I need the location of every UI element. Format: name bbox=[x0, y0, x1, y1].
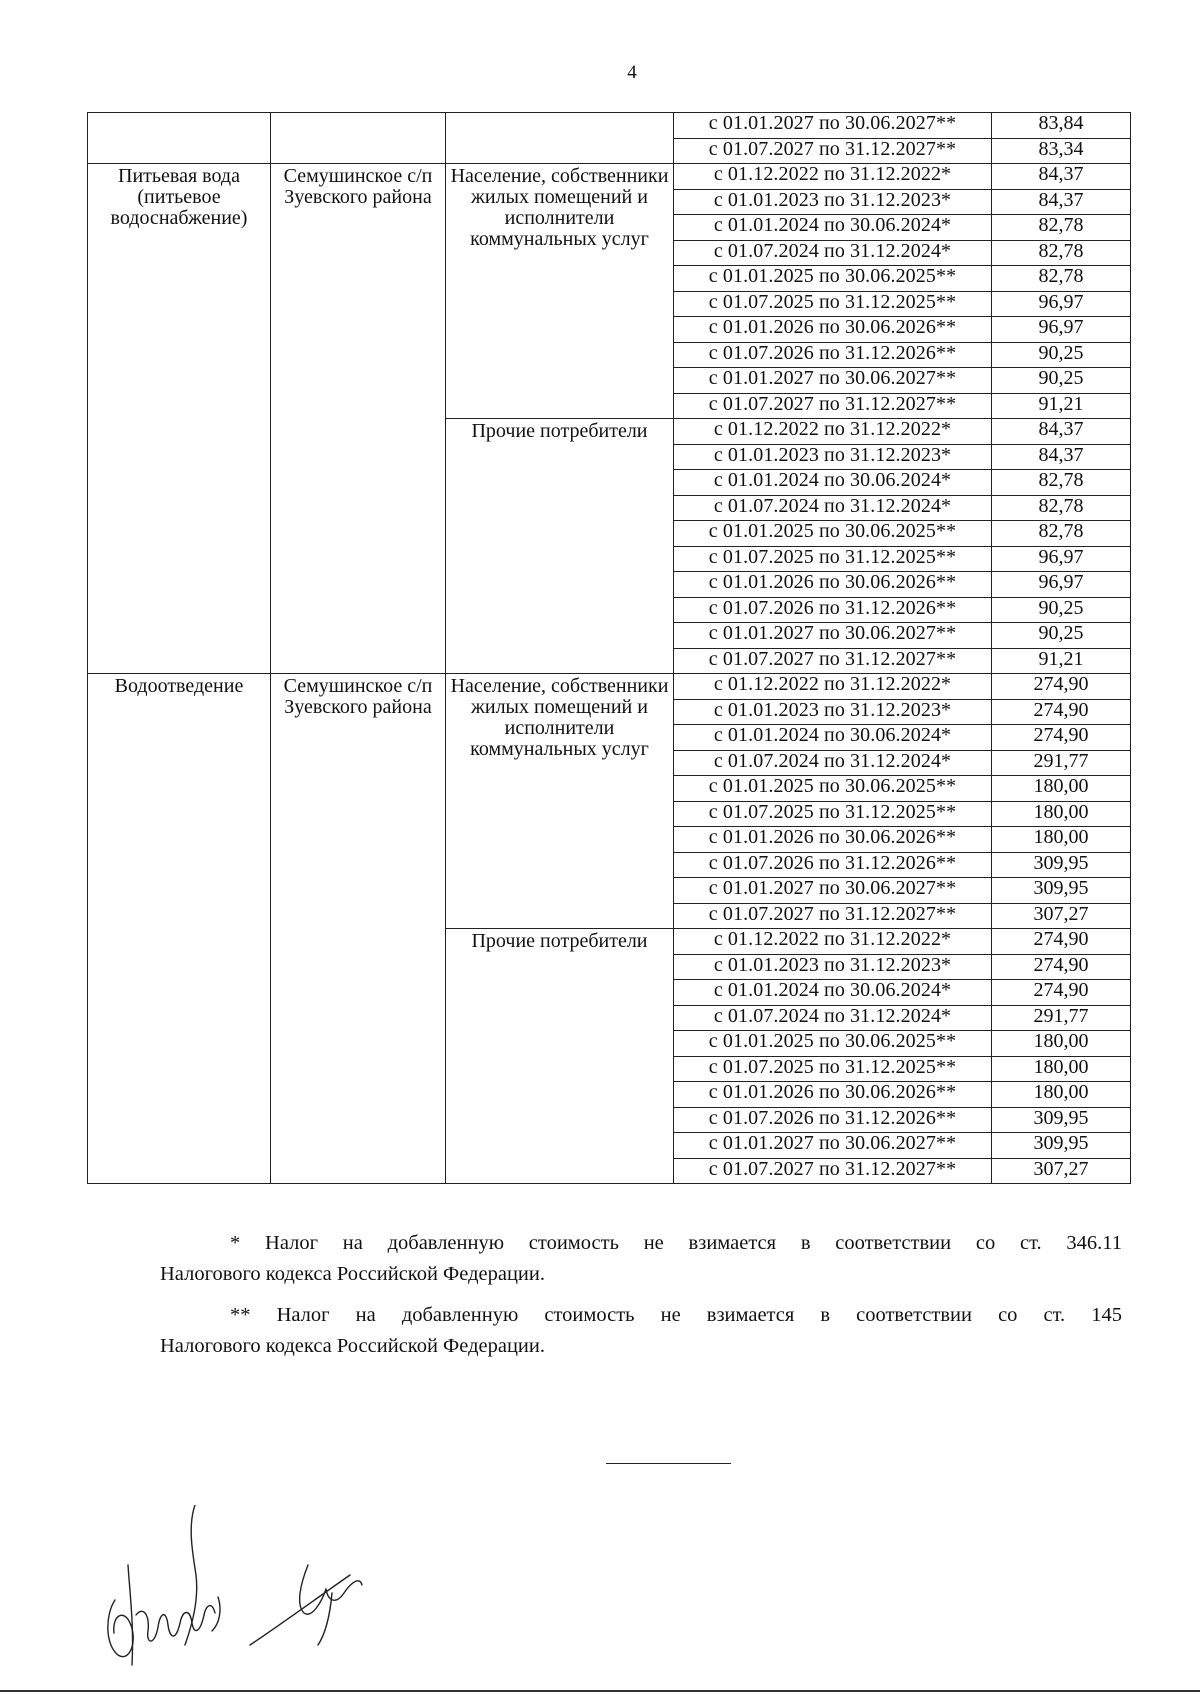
tariff-value-cell: 91,21 bbox=[992, 648, 1131, 674]
period-cell: с 01.07.2027 по 31.12.2027** bbox=[674, 903, 992, 929]
page-number: 4 bbox=[627, 62, 637, 83]
period-cell: с 01.01.2023 по 31.12.2023* bbox=[674, 699, 992, 725]
tariff-value-cell: 82,78 bbox=[992, 215, 1131, 241]
table-row bbox=[88, 164, 1131, 190]
territory-cell bbox=[271, 113, 446, 164]
footnote-line: * Налог на добавленную стоимость не взимается в соответствии со ст. 346.11 bbox=[230, 1232, 1122, 1254]
tariff-value-cell: 90,25 bbox=[992, 342, 1131, 368]
consumer-cell bbox=[446, 113, 674, 164]
period-cell: с 01.01.2027 по 30.06.2027** bbox=[674, 623, 992, 649]
consumer-cell: Население, собственники жилых помещений и исполнители коммунальных услуг bbox=[446, 164, 674, 419]
tariff-value-cell: 91,21 bbox=[992, 393, 1131, 419]
tariff-value-cell: 180,00 bbox=[992, 801, 1131, 827]
period-cell: с 01.01.2027 по 30.06.2027** bbox=[674, 1133, 992, 1159]
signature-stroke bbox=[136, 1606, 215, 1641]
handwritten-signatures bbox=[100, 1505, 400, 1675]
tariff-value-cell: 180,00 bbox=[992, 776, 1131, 802]
period-cell: с 01.01.2026 по 30.06.2026** bbox=[674, 827, 992, 853]
tariff-value-cell: 180,00 bbox=[992, 827, 1131, 853]
tariff-value-cell: 274,90 bbox=[992, 699, 1131, 725]
table-row bbox=[88, 113, 1131, 139]
period-cell: с 01.07.2025 по 31.12.2025** bbox=[674, 801, 992, 827]
period-cell: с 01.07.2024 по 31.12.2024* bbox=[674, 495, 992, 521]
tariff-value-cell: 309,95 bbox=[992, 878, 1131, 904]
period-cell: с 01.07.2027 по 31.12.2027** bbox=[674, 138, 992, 164]
tariff-value-cell: 309,95 bbox=[992, 1107, 1131, 1133]
tariff-value-cell: 82,78 bbox=[992, 521, 1131, 547]
period-cell: с 01.01.2026 по 30.06.2026** bbox=[674, 317, 992, 343]
signature-stroke bbox=[185, 1505, 197, 1645]
tariff-value-cell: 83,84 bbox=[992, 113, 1131, 139]
period-cell: с 01.07.2024 по 31.12.2024* bbox=[674, 750, 992, 776]
tariff-value-cell: 274,90 bbox=[992, 725, 1131, 751]
period-cell: с 01.01.2023 по 31.12.2023* bbox=[674, 954, 992, 980]
tariff-value-cell: 274,90 bbox=[992, 929, 1131, 955]
territory-cell: Семушинское с/п Зуевского района bbox=[271, 674, 446, 1184]
tariff-value-cell: 291,77 bbox=[992, 1005, 1131, 1031]
tariff-value-cell: 180,00 bbox=[992, 1082, 1131, 1108]
period-cell: с 01.07.2026 по 31.12.2026** bbox=[674, 852, 992, 878]
footnote-vat-346 bbox=[160, 1228, 1122, 1290]
tariff-value-cell: 291,77 bbox=[992, 750, 1131, 776]
signature-stroke bbox=[108, 1600, 133, 1657]
period-cell: с 01.12.2022 по 31.12.2022* bbox=[674, 929, 992, 955]
consumer-cell: Население, собственники жилых помещений и исполнители коммунальных услуг bbox=[446, 674, 674, 929]
period-cell: с 01.01.2025 по 30.06.2025** bbox=[674, 776, 992, 802]
period-cell: с 01.01.2027 по 30.06.2027** bbox=[674, 878, 992, 904]
bottom-border-line bbox=[0, 1690, 1200, 1692]
tariff-value-cell: 82,78 bbox=[992, 495, 1131, 521]
period-cell: с 01.01.2027 по 30.06.2027** bbox=[674, 368, 992, 394]
tariff-value-cell: 96,97 bbox=[992, 546, 1131, 572]
period-cell: с 01.07.2026 по 31.12.2026** bbox=[674, 1107, 992, 1133]
tariff-value-cell: 96,97 bbox=[992, 291, 1131, 317]
period-cell: с 01.12.2022 по 31.12.2022* bbox=[674, 674, 992, 700]
table-row bbox=[88, 674, 1131, 700]
tariff-value-cell: 84,37 bbox=[992, 164, 1131, 190]
period-cell: с 01.07.2026 по 31.12.2026** bbox=[674, 597, 992, 623]
tariff-value-cell: 274,90 bbox=[992, 674, 1131, 700]
footnote-line: Налогового кодекса Российской Федерации. bbox=[160, 1335, 545, 1357]
service-cell: Водоотведение bbox=[88, 674, 271, 1184]
period-cell: с 01.01.2025 по 30.06.2025** bbox=[674, 521, 992, 547]
period-cell: с 01.01.2025 по 30.06.2025** bbox=[674, 1031, 992, 1057]
period-cell: с 01.01.2023 по 31.12.2023* bbox=[674, 444, 992, 470]
tariff-value-cell: 84,37 bbox=[992, 419, 1131, 445]
period-cell: с 01.07.2027 по 31.12.2027** bbox=[674, 648, 992, 674]
tariff-value-cell: 84,37 bbox=[992, 189, 1131, 215]
footnote-line: Налогового кодекса Российской Федерации. bbox=[160, 1263, 545, 1285]
period-cell: с 01.12.2022 по 31.12.2022* bbox=[674, 419, 992, 445]
period-cell: с 01.01.2024 по 30.06.2024* bbox=[674, 215, 992, 241]
consumer-cell: Прочие потребители bbox=[446, 419, 674, 674]
signature-stroke bbox=[212, 1597, 220, 1631]
tariff-value-cell: 274,90 bbox=[992, 980, 1131, 1006]
tariff-value-cell: 307,27 bbox=[992, 903, 1131, 929]
tariff-value-cell: 90,25 bbox=[992, 368, 1131, 394]
period-cell: с 01.01.2025 по 30.06.2025** bbox=[674, 266, 992, 292]
footnote-line: ** Налог на добавленную стоимость не взимается в соответствии со ст. 145 bbox=[230, 1304, 1122, 1326]
end-separator-line bbox=[606, 1463, 731, 1464]
tariff-table bbox=[87, 112, 1131, 1184]
period-cell: с 01.01.2027 по 30.06.2027** bbox=[674, 113, 992, 139]
tariff-value-cell: 307,27 bbox=[992, 1158, 1131, 1184]
period-cell: с 01.07.2025 по 31.12.2025** bbox=[674, 291, 992, 317]
signature-stroke bbox=[250, 1575, 350, 1645]
consumer-cell: Прочие потребители bbox=[446, 929, 674, 1184]
service-cell: Питьевая вода (питьевое водоснабжение) bbox=[88, 164, 271, 674]
period-cell: с 01.07.2025 по 31.12.2025** bbox=[674, 546, 992, 572]
period-cell: с 01.07.2026 по 31.12.2026** bbox=[674, 342, 992, 368]
tariff-value-cell: 83,34 bbox=[992, 138, 1131, 164]
footnote-vat-145 bbox=[160, 1300, 1122, 1362]
period-cell: с 01.01.2026 по 30.06.2026** bbox=[674, 1082, 992, 1108]
tariff-value-cell: 96,97 bbox=[992, 572, 1131, 598]
period-cell: с 01.01.2024 по 30.06.2024* bbox=[674, 470, 992, 496]
tariff-value-cell: 84,37 bbox=[992, 444, 1131, 470]
service-cell bbox=[88, 113, 271, 164]
territory-cell: Семушинское с/п Зуевского района bbox=[271, 164, 446, 674]
period-cell: с 01.01.2026 по 30.06.2026** bbox=[674, 572, 992, 598]
tariff-value-cell: 180,00 bbox=[992, 1031, 1131, 1057]
period-cell: с 01.07.2024 по 31.12.2024* bbox=[674, 1005, 992, 1031]
period-cell: с 01.12.2022 по 31.12.2022* bbox=[674, 164, 992, 190]
tariff-value-cell: 82,78 bbox=[992, 470, 1131, 496]
tariff-value-cell: 309,95 bbox=[992, 852, 1131, 878]
signature-stroke bbox=[318, 1593, 332, 1645]
tariff-value-cell: 90,25 bbox=[992, 597, 1131, 623]
tariff-value-cell: 180,00 bbox=[992, 1056, 1131, 1082]
period-cell: с 01.01.2024 по 30.06.2024* bbox=[674, 980, 992, 1006]
period-cell: с 01.01.2023 по 31.12.2023* bbox=[674, 189, 992, 215]
tariff-value-cell: 82,78 bbox=[992, 266, 1131, 292]
tariff-value-cell: 82,78 bbox=[992, 240, 1131, 266]
period-cell: с 01.07.2027 по 31.12.2027** bbox=[674, 1158, 992, 1184]
period-cell: с 01.01.2024 по 30.06.2024* bbox=[674, 725, 992, 751]
period-cell: с 01.07.2025 по 31.12.2025** bbox=[674, 1056, 992, 1082]
period-cell: с 01.07.2024 по 31.12.2024* bbox=[674, 240, 992, 266]
period-cell: с 01.07.2027 по 31.12.2027** bbox=[674, 393, 992, 419]
tariff-value-cell: 96,97 bbox=[992, 317, 1131, 343]
tariff-value-cell: 90,25 bbox=[992, 623, 1131, 649]
tariff-value-cell: 309,95 bbox=[992, 1133, 1131, 1159]
tariff-value-cell: 274,90 bbox=[992, 954, 1131, 980]
